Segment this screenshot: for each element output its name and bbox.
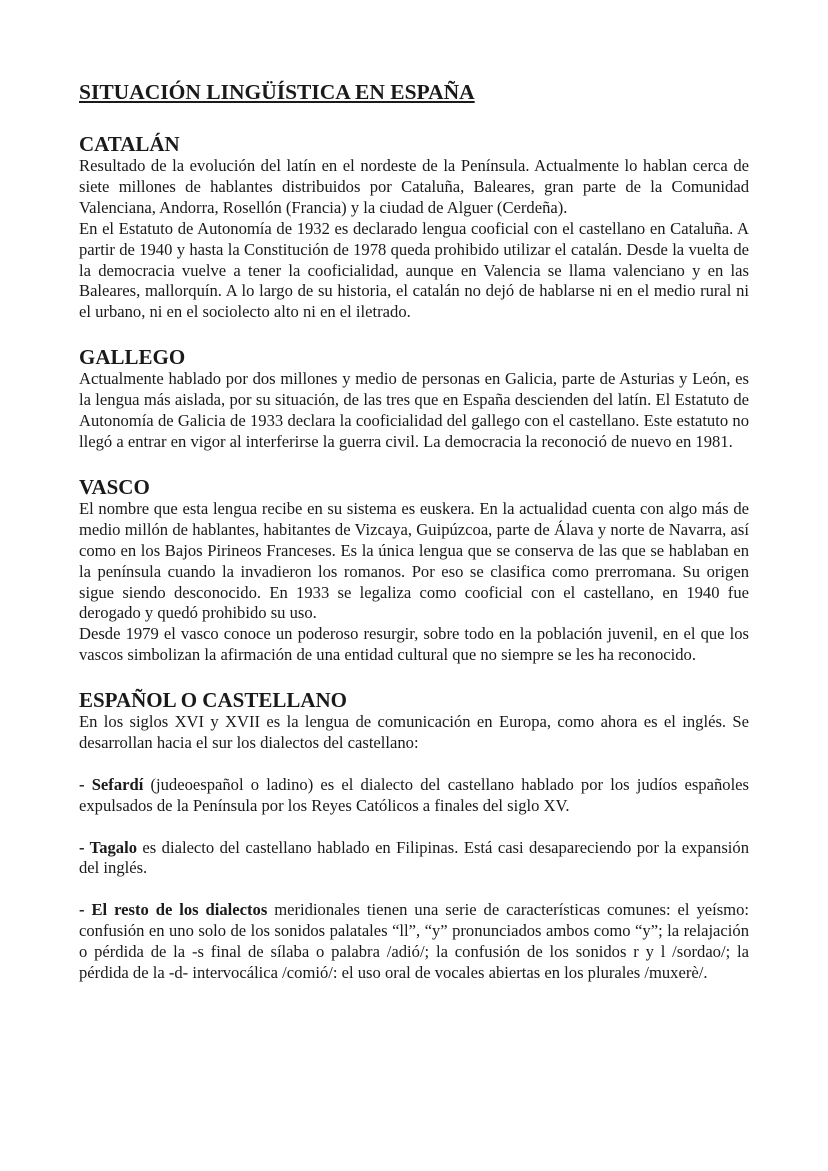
paragraph: Desde 1979 el vasco conoce un poderoso resurgir, sobre todo en la población juvenil, en el que los vascos simbolizan la afirmación de una entidad cultural que no siempre se les ha reconocido. — [79, 624, 749, 665]
section-heading: CATALÁN — [79, 132, 180, 156]
paragraph: Resultado de la evolución del latín en el nordeste de la Península. Actualmente lo hablan cerca de siete millones de hablantes distribuidos por Cataluña, Baleares, gran parte de la Comunidad Valenciana, Andorra, Rosellón (Francia) y la ciudad de Alguer (Cerdeña). — [79, 156, 749, 217]
dialect-description: (judeoespañol o ladino) es el dialecto del castellano hablado por los judíos españoles expulsados de la Península por los Reyes Católicos a finales del siglo XV. — [79, 774, 749, 815]
dialect-description: meridionales tienen una serie de características comunes: el yeísmo: confusión en uno solo de los sonidos palatales “ll”, “y” pronunciados ambos como “y”; la relajación o pérdida de la -s final de sílaba o palabra /adió/; la confusión de los sonidos r y l /sordao/; la pérdida de la -d- intervocálica /comió/: el uso oral de vocales abiertas en los plurales /muxerè/. — [79, 900, 749, 982]
section-castellano — [79, 688, 749, 984]
document-page — [79, 78, 749, 1006]
document-title: SITUACIÓN LINGÜÍSTICA EN ESPAÑA — [79, 80, 475, 104]
paragraph: El nombre que esta lengua recibe en su sistema es euskera. En la actualidad cuenta con algo más de medio millón de hablantes, habitantes de Vizcaya, Guipúzcoa, parte de Álava y norte de Navarra, así como en los Bajos Pirineos Franceses. Es la única lengua que se conserva de las que se hablaban en la península cuando la invadieron los romanos. Por eso se clasifica como prerromana. Su origen sigue siendo desconocido. En 1933 se legaliza como cooficial con el castellano, en 1940 fue derogado y quedó prohibido su uso. — [79, 498, 749, 623]
section-heading: GALLEGO — [79, 345, 186, 370]
section-vasco — [79, 475, 749, 666]
paragraph: En el Estatuto de Autonomía de 1932 es declarado lengua cooficial con el castellano en Cataluña. A partir de 1940 y hasta la Constitución de 1978 queda prohibido utilizar el catalán. Desde la vuelta de la democracia vuelve a tener la cooficialidad, aunque en Valencia se llama valenciano y en las Baleares, mallorquín. A lo largo de su historia, el catalán no dejó de hablarse ni en el medio rural ni el urbano, ni en el sociolecto alto ni en el iletrado. — [79, 218, 749, 322]
dialect-description: es dialecto del castellano hablado en Filipinas. Está casi desapareciendo por la expansión del inglés. — [79, 837, 749, 878]
section-gallego — [79, 345, 749, 453]
section-catalan — [79, 132, 749, 323]
dialect-name: - Tagalo — [79, 837, 137, 857]
paragraph: En los siglos XVI y XVII es la lengua de comunicación en Europa, como ahora es el inglés. Se desarrollan hacia el sur los dialectos del castellano: — [79, 712, 749, 753]
dialect-item-sefardi — [79, 775, 749, 817]
paragraph: Actualmente hablado por dos millones y medio de personas en Galicia, parte de Asturias y León, es la lengua más aislada, por su situación, de las tres que en España descienden del latín. El Estatuto de Autonomía de Galicia de 1933 declara la cooficialidad del gallego con el castellano. Este estatuto no llegó a entrar en vigor al interferirse la guerra civil. La democracia la reconoció de nuevo en 1981. — [79, 369, 749, 451]
dialect-name: - El resto de los dialectos — [79, 900, 268, 920]
dialect-item-tagalo — [79, 838, 749, 880]
section-heading: ESPAÑOL O CASTELLANO — [79, 688, 348, 713]
dialect-item-resto — [79, 900, 749, 984]
dialect-name: - Sefardí — [79, 774, 144, 794]
section-heading: VASCO — [79, 474, 150, 499]
